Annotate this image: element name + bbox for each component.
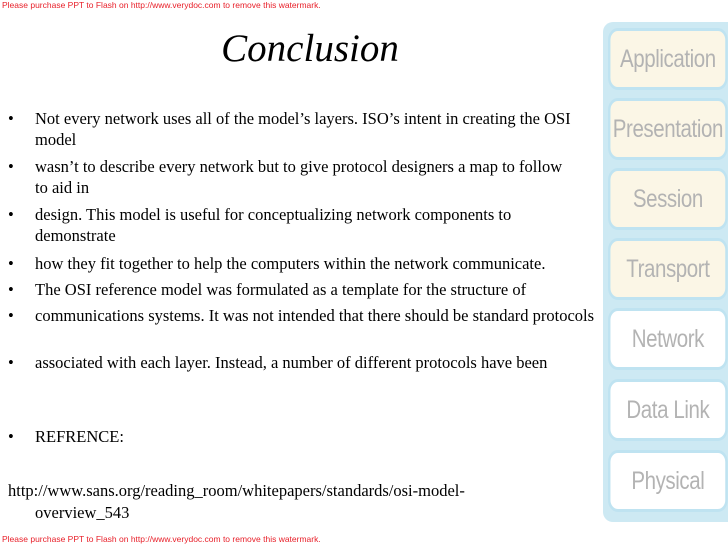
osi-layer-application: Application [608,28,728,90]
bullet-marker: • [8,254,14,273]
bullet-text: The OSI reference model was formulated as a template for the structure of [35,280,527,299]
watermark-bottom: Please purchase PPT to Flash on http://www.verydoc.com to remove this watermark. [2,534,321,544]
bullet-text: associated with each layer. Instead, a number of different protocols have been [35,353,548,372]
watermark-top: Please purchase PPT to Flash on http://www.verydoc.com to remove this watermark. [2,0,321,10]
bullet-item [8,279,608,300]
bullet-marker: • [8,157,14,176]
bullet-marker: • [8,306,14,325]
osi-layer-transport: Transport [608,238,728,300]
bullet-marker: • [8,353,14,372]
bullet-marker: • [8,280,14,299]
bullet-text: communications systems. It was not intended that there should be standard protocols [35,306,595,325]
bullet-item [8,156,608,198]
bullet-text: how they fit together to help the computers within the network communicate. [35,254,546,273]
bullet-item [8,352,608,373]
osi-layer-session: Session [608,168,728,230]
bullet-item [8,253,608,274]
bullet-text: Not every network uses all of the model’s layers. ISO’s intent in creating the OSI model [35,109,571,149]
reference-url-line1[interactable]: http://www.sans.org/reading_room/whitepapers/standards/osi-model- [8,481,465,500]
osi-layer-network: Network [608,308,728,370]
bullet-text: design. This model is useful for conceptualizing network components to demonstrate [35,205,512,245]
osi-layer-presentation: Presentation [608,98,728,160]
osi-layer-physical: Physical [608,450,728,512]
bullet-item [8,204,608,246]
reference-link[interactable] [8,480,568,524]
bullet-marker: • [8,109,14,128]
reference-url-line2[interactable]: overview_543 [35,503,130,522]
bullet-text: REFRENCE: [35,427,124,446]
bullet-text: wasn’t to describe every network but to give protocol designers a map to follow to aid in [35,157,563,197]
bullet-item [8,305,608,326]
bullet-item [8,108,608,150]
bullet-marker: • [8,205,14,224]
bullet-item [8,426,608,447]
osi-layer-data-link: Data Link [608,379,728,441]
bullet-marker: • [8,427,14,446]
slide-title: Conclusion [221,27,399,70]
